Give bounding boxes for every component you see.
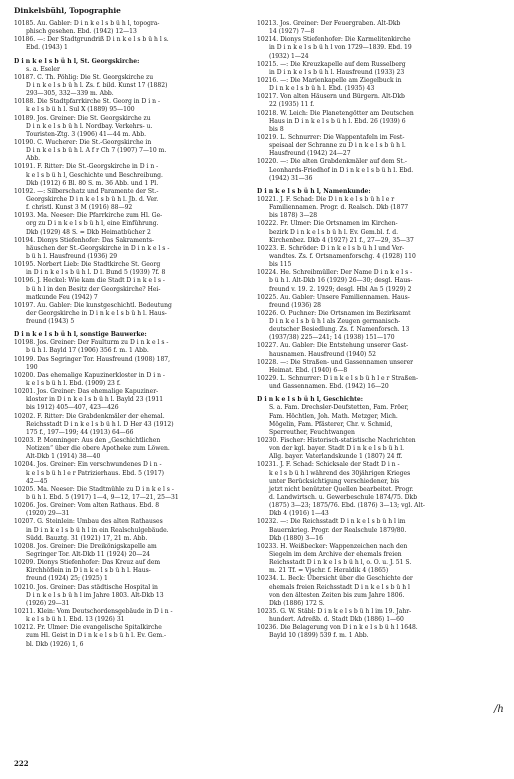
entry-line: 10235. G. W. Stäbl: D i n k e l s b ü h l im 19. Jahr- xyxy=(257,607,412,615)
entry-continuation: Heimat. Ebd. (1940) 6—8 xyxy=(269,366,348,374)
entry-line: 10203. P. Monninger: Aus den „Geschichtlichen xyxy=(14,437,161,445)
entry-continuation: freund (1936) 28 xyxy=(269,301,322,309)
entry-continuation: Georgskirche D i n k e l s b ü h l. Jb. d. Ver. xyxy=(26,195,159,203)
entry-continuation: b ü h l. Bayld 17 (1906) 356 f. m. 1 Abb. xyxy=(26,347,149,355)
entry-continuation: d. Landwirtsch. u. Gewerbeschule 1874/75. Dkb xyxy=(269,494,418,502)
entry-continuation: in D i n k e l s b ü h l. D l. Bund 5 (1939) 7f. 8 xyxy=(26,269,166,277)
section-heading: D i n k e l s b ü h l, Namenkunde: xyxy=(257,187,371,195)
entry-line: 10194. Dionys Stiefenhofer: Das Sakraments- xyxy=(14,236,155,244)
entry-continuation: Abb. xyxy=(26,155,41,163)
entry-continuation: Reichsstadt D i n k e l s b ü h l. D Her 43 (1912) xyxy=(26,420,174,428)
entry-line: 10208. Jos. Greiner: Die Dreikönigskapelle am xyxy=(14,542,157,550)
entry-continuation: (1875) 3—23; 1875/76. Ebd. (1876) 3—13; vgl. Alt- xyxy=(269,502,425,510)
section-heading: D i n k e l s b ü h l, Geschichte: xyxy=(257,396,363,404)
entry-continuation: Siegeln im dem Archive der ehemals freien xyxy=(269,551,402,558)
entry-continuation: Bayld 10 (1899) 539 f. m. 1 Abb. xyxy=(269,632,369,640)
entry-line: 10217. Von alten Häusern und Bürgern. Alt-Dkb xyxy=(257,93,405,101)
entry-line: 10212. Fr. Ulmer: Die evangelische Spitalkirche xyxy=(14,624,162,632)
entry-line: 10195. Norbert Lieb: Die Stadtkirche St. Georg xyxy=(14,261,161,269)
entry-continuation: 190 xyxy=(26,363,38,371)
entry-continuation: in D i n k e l s b ü h l von 1729—1839. Ebd. 19 xyxy=(269,44,412,52)
entry-continuation: in D i n k e l s b ü h l in ein Realschulgebäude. xyxy=(26,526,169,534)
entry-continuation: bis 1912) 405—407, 423—426 xyxy=(26,404,119,412)
entry-continuation: Dkb (1880) 3—16 xyxy=(269,534,323,542)
entry-continuation: Touristen-Ztg. 3 (1906) 41—44 m. Abb. xyxy=(26,130,147,138)
entry-line: 10232. —: Die Reichsstadt D i n k e l s b ü h l im xyxy=(257,518,406,526)
entry-line: 10197. Au. Gabler: Die kunstgeschichtl. Bedeutung xyxy=(14,301,172,309)
entry-continuation: Sperreuther, Feuchtwangen xyxy=(269,428,355,436)
entry-line: 10218. W. Leich: Die Planetengötter am Deutschen xyxy=(257,109,414,117)
entry-line: 10198. Jos. Greiner: Der Faulturm zu D i n k e l s - xyxy=(14,339,169,347)
entry-continuation: b ü h l. Ebd. 5 (1917) 1—4, 9—12, 17—21, 25—31 xyxy=(26,494,179,502)
entry-continuation: freund (1943) 5 xyxy=(26,318,75,326)
entry-line: 10229. L. Schnurrer: D i n k e l s b ü h l e r Straßen- xyxy=(257,375,418,383)
entry-continuation: b ü h l in den Besitz der Georgskirche? Hei- xyxy=(26,285,161,293)
entry-continuation: k e l s b ü h l, Geschichte und Beschreibung. xyxy=(26,171,163,179)
entry-line: 10219. L. Schnurrer: Die Wappentafeln im Fest- xyxy=(257,133,405,141)
entry-continuation: D i n k e l s b ü h l. Nordbay. Verkehrs- u. xyxy=(26,122,153,130)
entry-continuation: von der kgl. bayer. Stadt D i n k e l s b ü h l. xyxy=(269,445,405,453)
entry-continuation: Fam. Höchtlen, Joh. Math. Metzger, Mich. xyxy=(269,412,398,420)
entry-continuation: (1920) 29—31 xyxy=(26,510,70,518)
entry-continuation: Mögelin, Fam. Pfästerer, Chr. v. Schmid, xyxy=(269,420,393,428)
entry-continuation: 175 f., 197—199; 44 (1913) 64—66 xyxy=(26,428,134,436)
entry-continuation: 42—45 xyxy=(26,477,48,485)
entry-line: 10236. Die Belagerung von D i n k e l s b ü h l 1648. xyxy=(257,624,418,632)
running-header: Dinkelsbühl, Topographie xyxy=(14,6,121,15)
entry-continuation: k e l s b ü h l e r Patrizierhaus. Ebd. 5 (1917) xyxy=(26,469,165,477)
entry-continuation: (1942) 31—36 xyxy=(269,174,313,182)
entry-continuation: S. a. Fam. Drechsler-Deufstetten, Fam. Fröer, xyxy=(269,404,409,412)
entry-line: 10187. C. Th. Pöhlig: Die St. Georgskirche zu xyxy=(14,73,154,81)
entry-line: 10224. He. Schreibmüller: Der Name D i n k e l s - xyxy=(257,269,413,277)
entry-line: 10200. Das ehemalige Kapuzinerkloster in D i n - xyxy=(14,371,165,379)
entry-continuation: zum Hl. Geist in D i n k e l s b ü h l. Ev. Gem.- xyxy=(26,632,167,640)
entry-continuation: m. 21 Tf. = Vjschr. f. Heraldik 4 (1865) xyxy=(269,567,389,575)
entry-line: 10206. Jos. Greiner: Vom alten Rathaus. Ebd. 8 xyxy=(14,502,160,510)
entry-continuation: (1937/38) 225—241; 14 (1938) 151—170 xyxy=(269,334,395,342)
entry-continuation: 22 (1935) 11 f. xyxy=(269,101,315,109)
section-heading: D i n k e l s b ü h l, sonstige Bauwerke: xyxy=(14,331,147,339)
entry-line: 10196. J. Heckel: Wie kam die Stadt D i n k e l s - xyxy=(14,277,165,285)
entry-line: 10213. Jos. Greiner: Der Feuergraben. Alt-Dkb xyxy=(257,20,401,27)
entry-continuation: 14 (1927) 7—8 xyxy=(269,28,315,36)
entry-line: 10209. Dionys Stiefenhofer: Das Kreuz auf dem xyxy=(14,559,161,567)
entry-continuation: wandtes. Zs. f. Ortsnamenforschg. 4 (1928) 110 xyxy=(269,252,416,260)
entry-continuation: Familiennamen. Progr. d. Realsch. Dkb (1877 xyxy=(269,204,409,212)
entry-continuation: freund v. 19. 2. 1929; desgl. Hbl An 5 (1929) 2 xyxy=(269,285,412,293)
entry-line: 10189. Jos. Greiner: Die St. Georgskirche zu xyxy=(14,114,151,122)
entry-continuation: bis 8 xyxy=(269,125,284,133)
entry-line: 10215. —: Die Kreuzkapelle auf dem Russelberg xyxy=(257,60,406,68)
entry-line: 10214. Dionys Stiefenhofer: Die Karmelitenkirche xyxy=(257,36,411,44)
entry-line: 10202. F. Ritter: Die Grabdenkmäler der ehemal. xyxy=(14,412,165,420)
entry-line: 10199. Das Segringer Tor. Hausfreund (1908) 187, xyxy=(14,355,171,363)
entry-line: 10231. J. F. Schad: Schicksale der Stadt D i n - xyxy=(257,461,400,469)
entry-continuation: Kirchhöflein in D i n k e l s b ü h l. Haus- xyxy=(26,567,151,575)
entry-continuation: Kirchenbez. Dkb 4 (1927) 21 f., 27—29, 35—37 xyxy=(269,236,414,244)
entry-continuation: (1926) 29—31 xyxy=(26,599,70,607)
entry-line: 10186. —: Der Stadtgrundriß D i n k e l s b ü h l s. xyxy=(14,36,169,44)
entry-line: 10207. G. Steinlein: Umbau des alten Rathauses xyxy=(14,518,163,526)
entry-continuation: hundert. Adreßb. d. Stadt Dkb (1886) 1—60 xyxy=(269,616,404,624)
entry-continuation: b ü h l. Hausfreund (1936) 29 xyxy=(26,252,118,260)
handwritten-margin-mark: /h xyxy=(494,704,504,715)
entry-line: 10223. E. Schröder: D i n k e l s b ü h l und Ver- xyxy=(257,244,405,252)
entry-continuation: f. christl. Kunst 3 M (1916) 88—92 xyxy=(26,204,133,212)
entry-continuation: k e l s b ü h l. Sul X (1889) 95—100 xyxy=(26,106,135,114)
entry-continuation: s. a. Eseler xyxy=(26,65,60,73)
entry-continuation: der Georgskirche in D i n k e l s b ü h l. Haus- xyxy=(26,309,167,317)
entry-line: 10225. Au. Gabler: Unsere Familiennamen. Haus- xyxy=(257,293,410,301)
entry-continuation: b ü h l. Alt-Dkb 16 (1929) 26—30; desgl. Haus- xyxy=(269,277,413,285)
entry-continuation: bl. Dkb (1926) 1, 6 xyxy=(26,640,84,648)
entry-continuation: matkunde Feu (1942) 7 xyxy=(26,293,98,301)
entry-line: 10193. Ma. Neeser: Die Pfarrkirche zum Hl. Ge- xyxy=(14,212,163,220)
entry-continuation: Reichsstadt D i n k e l s b ü h l, o. O. u. J. 51 S. xyxy=(269,559,412,567)
entry-line: 10230. Fischer: Historisch-statistische Nachrichten xyxy=(257,437,416,445)
entry-continuation: Ebd. (1943) 1 xyxy=(26,44,68,52)
entry-continuation: D i n k e l s b ü h l als Zeugen germanisch- xyxy=(269,318,401,326)
section-heading: D i n k e l s b ü h l, St. Georgskirche: xyxy=(14,57,140,65)
entry-continuation: Dkb (1929) 48 S. = Dkb Heimatbücher 2 xyxy=(26,228,151,236)
entry-continuation: (1932) 1—24 xyxy=(269,52,309,60)
entry-continuation: speisaal der Schranne zu D i n k e l s b ü h l. xyxy=(269,142,406,150)
entry-continuation: bis 1878) 3—28 xyxy=(269,212,318,220)
entry-continuation: k e l s b ü h l. Ebd. 13 (1926) 31 xyxy=(26,616,125,624)
entry-continuation: phisch gesehen. Ebd. (1942) 12—13 xyxy=(26,28,137,36)
page-number: 222 xyxy=(14,759,29,768)
entry-continuation: jetzt nicht benützter Quellen bearbeitet. Progr. xyxy=(269,485,414,493)
entry-continuation: Notizen“ über die obere Apotheke zum Löwen. xyxy=(26,445,170,453)
entry-continuation: D i n k e l s b ü h l. Zs. f. bild. Kunst 17 (1882) xyxy=(26,81,168,89)
entry-continuation: Allg. bayer. Vaterlandskunde 1 (1807) 24 ff. xyxy=(269,453,403,461)
entry-line: 10201. Jos. Greiner: Das ehemalige Kapuziner- xyxy=(14,388,159,396)
entry-line: 10192. —: Silberschatz und Paramente der St.- xyxy=(14,187,159,195)
entry-continuation: org zu D i n k e l s b ü h l, eine Einführung. xyxy=(26,220,159,228)
entry-continuation: Haus in D i n k e l s b ü h l. Ebd. 26 (1939) 6 xyxy=(269,117,406,125)
entry-continuation: D i n k e l s b ü h l. A f r Ch 7 (1907) 7—10 m. xyxy=(26,147,167,155)
entry-continuation: Bauernkrieg. Progr. der Realschule 1879/80. xyxy=(269,526,407,534)
entry-line: 10228. —: Die Straßen- und Gassennamen unserer xyxy=(257,358,414,366)
entry-continuation: hausnamen. Hausfreund (1940) 52 xyxy=(269,350,376,358)
entry-line: 10205. Ma. Neeser: Die Stadtmühle zu D i n k e l s - xyxy=(14,485,174,493)
left-column xyxy=(14,20,246,649)
entry-continuation: ehemals freien Reichsstadt D i n k e l s b ü h l xyxy=(269,583,410,591)
entry-continuation: Dkb 4 (1916) 1—43 xyxy=(269,510,329,518)
entry-line: 10233. H. Weißbecker: Wappenzeichen nach den xyxy=(257,542,408,550)
entry-continuation: Dkb (1886) 172 S. xyxy=(269,599,325,607)
entry-continuation: in D i n k e l s b ü h l. Hausfreund (1933) 23 xyxy=(269,68,405,76)
entry-line: 10220. —: Die alten Grabdenkmäler auf dem St.- xyxy=(257,158,407,166)
entry-line: 10190. C. Wucherer: Die St.-Georgskirche in xyxy=(14,138,152,146)
entry-continuation: k e l s b ü h l. Ebd. (1909) 23 f. xyxy=(26,380,121,388)
entry-continuation: Leonhards-Friedhof in D i n k e l s b ü h l. Ebd. xyxy=(269,166,414,174)
entry-continuation: bis 115 xyxy=(269,261,292,269)
entry-continuation: Dkb (1912) 6 Bl. 80 S. m. 36 Abb. und 1 Pl. xyxy=(26,179,159,187)
entry-continuation: von den ältesten Zeiten bis zum Jahre 1806. xyxy=(269,591,405,599)
entry-line: 10226. O. Puchner: Die Ortsnamen im Bezirksamt xyxy=(257,309,411,317)
entry-continuation: k e l s b ü h l während des 30jährigen Krieges xyxy=(269,469,411,477)
entry-continuation: deutscher Besiedlung. Zs. f. Namenforsch. 13 xyxy=(269,326,410,334)
entry-line: 10222. Fr. Ulmer: Die Ortsnamen im Kirchen- xyxy=(257,220,398,228)
entry-line: 10210. Jos. Greiner: Das städtische Hospital in xyxy=(14,583,158,591)
right-column xyxy=(257,20,503,641)
entry-line: 10216. —: Die Marienkapelle am Ziegelbuck in xyxy=(257,76,402,84)
entry-continuation: und Gassennamen. Ebd. (1942) 16—20 xyxy=(269,383,389,391)
entry-line: 10227. Au. Gabler: Die Entstehung unserer Gast- xyxy=(257,342,409,350)
entry-continuation: bezirk D i n k e l s b ü h l. Ev. Gem.bl. f. d. xyxy=(269,228,398,236)
entry-continuation: Alt-Dkb 1 (1914) 38—40 xyxy=(26,453,101,461)
entry-continuation: unter Berücksichtigung verschiedener, bis xyxy=(269,477,400,485)
entry-line: 10204. Jos. Greiner: Ein verschwundenes D i n - xyxy=(14,461,162,469)
entry-continuation: Hausfreund (1942) 24—27 xyxy=(269,150,351,158)
entry-continuation: D i n k e l s b ü h l. Ebd. (1935) 43 xyxy=(269,85,375,93)
entry-continuation: 293—305, 332—339 m. Abb. xyxy=(26,90,114,98)
entry-line: 10185. Au. Gabler: D i n k e l s b ü h l, topogra- xyxy=(14,20,160,27)
entry-line: 10234. L. Beck: Übersicht über die Geschichte der xyxy=(257,575,413,583)
entry-continuation: Segringer Tor. Alt-Dkb 11 (1924) 20—24 xyxy=(26,551,151,558)
entry-line: 10191. F. Ritter: Die St.-Georgskirche in D i n - xyxy=(14,163,159,171)
entry-line: 10188. Die Stadtpfarrkirche St. Georg in D i n - xyxy=(14,98,160,106)
entry-line: 10221. J. F. Schad: Die D i n k e l s b ü h l e r xyxy=(257,195,395,203)
entry-continuation: häuschen der St.-Georgskirche in D i n k e l s - xyxy=(26,244,170,252)
entry-continuation: D i n k e l s b ü h l im Jahre 1803. Alt-Dkb 13 xyxy=(26,591,164,599)
entry-continuation: kloster in D i n k e l s b ü h l. Bayld 23 (1911 xyxy=(26,396,164,404)
entry-continuation: freund (1924) 25; (1925) 1 xyxy=(26,575,108,583)
entry-line: 10211. Klein: Vom Deutschordensgebäude in D i n - xyxy=(14,607,173,615)
entry-continuation: Südd. Bauztg. 31 (1921) 17, 21 m. Abb. xyxy=(26,534,148,542)
